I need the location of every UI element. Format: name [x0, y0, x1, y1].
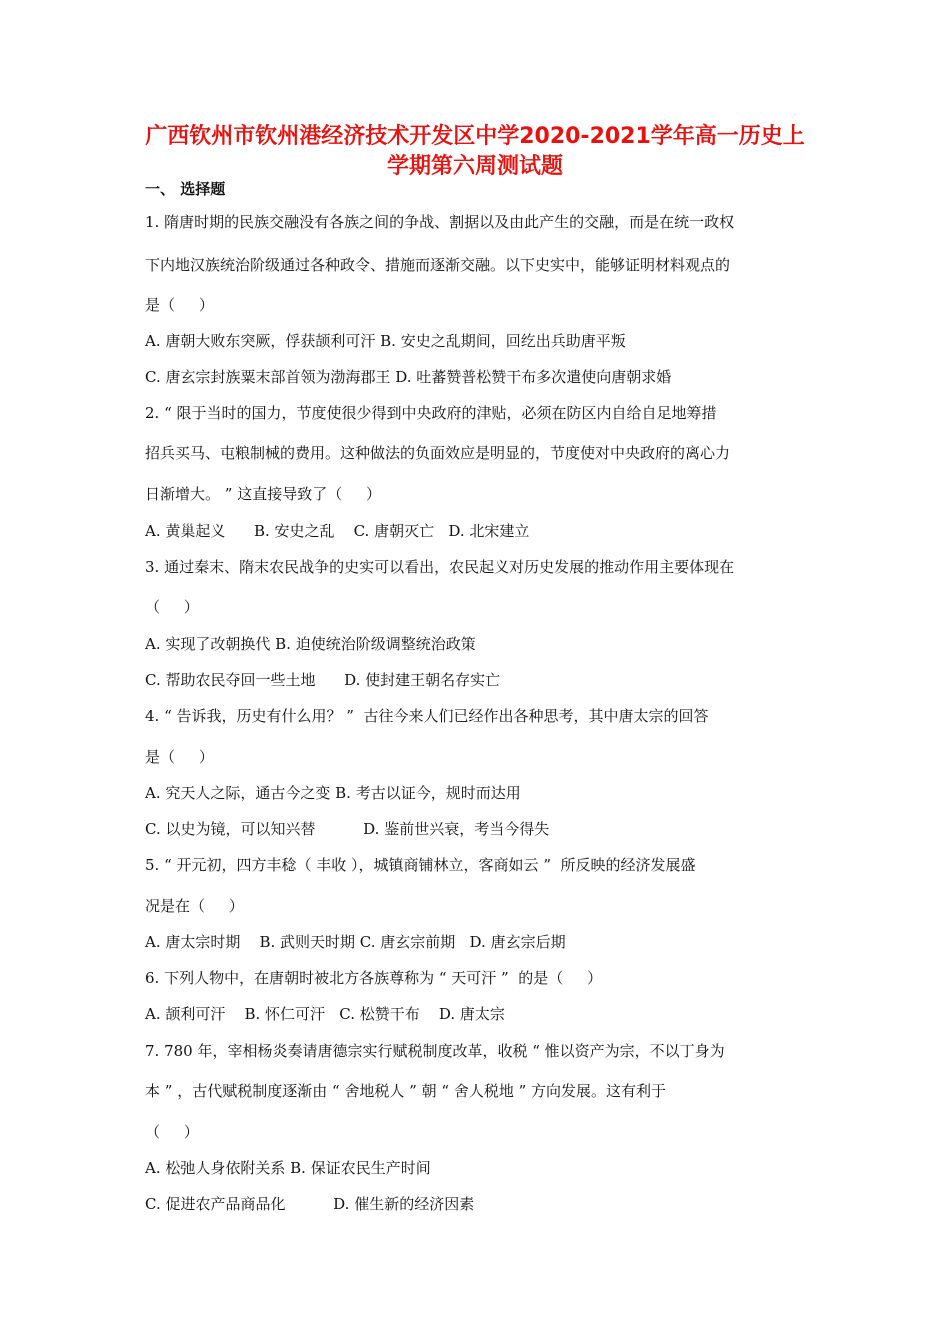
question-6-stem-line-1: 6. 下列人物中，在唐朝时被北方各族尊称为 “ 天可汗 ” 的是（ ） — [145, 969, 603, 987]
question-2-stem-line-3: 日渐增大。 ” 这直接导致了（ ） — [145, 485, 382, 503]
question-6-option-line-1: A. 颉利可汗 B. 怀仁可汗 C. 松赞干布 D. 唐太宗 — [145, 1005, 505, 1023]
question-5-stem-line-1: 5. “ 开元初，四方丰稔（ 丰收 ），城镇商铺林立，客商如云 ” 所反映的经济发展盛 — [145, 856, 696, 874]
question-2-stem-line-2: 招兵买马、屯粮制械的费用。这种做法的负面效应是明显的，节度使对中央政府的离心力 — [145, 444, 731, 462]
question-1-option-line-1: A. 唐朝大败东突厥，俘获颉利可汗 B. 安史之乱期间，回纥出兵助唐平叛 — [145, 332, 626, 350]
question-4-stem-line-1: 4. “ 告诉我，历史有什么用？ ” 古往今来人们已经作出各种思考，其中唐太宗的回答 — [145, 707, 709, 725]
question-1-stem-line-3: 是（ ） — [145, 296, 214, 314]
question-3-option-line-2: C. 帮助农民夺回一些土地 D. 使封建王朝名存实亡 — [145, 671, 501, 689]
question-3-stem-line-1: 3. 通过秦末、隋末农民战争的史实可以看出，农民起义对历史发展的推动作用主要体现在 — [145, 558, 735, 576]
question-5-option-line-1: A. 唐太宗时期 B. 武则天时期 C. 唐玄宗前期 D. 唐玄宗后期 — [145, 933, 566, 951]
question-2-stem-line-1: 2. “ 限于当时的国力，节度使很少得到中央政府的津贴，必须在防区内自给自足地筹措 — [145, 404, 717, 422]
question-4-option-line-1: A. 究天人之际，通古今之变 B. 考古以证今，规时而达用 — [145, 784, 521, 802]
question-4-option-line-2: C. 以史为镜，可以知兴替 D. 鉴前世兴衰，考当今得失 — [145, 820, 550, 838]
question-7-option-line-1: A. 松弛人身依附关系 B. 保证农民生产时间 — [145, 1159, 431, 1177]
question-4-stem-line-2: 是（ ） — [145, 748, 214, 766]
question-3-option-line-1: A. 实现了改朝换代 B. 迫使统治阶级调整统治政策 — [145, 635, 476, 653]
section-heading: 一、 选择题 — [145, 180, 226, 198]
question-5-stem-line-2: 况是在（ ） — [145, 897, 244, 915]
question-7-stem-line-3: （ ） — [145, 1123, 199, 1141]
question-7-option-line-2: C. 促进农产品商品化 D. 催生新的经济因素 — [145, 1195, 475, 1213]
question-1-stem-line-1: 1. 隋唐时期的民族交融没有各族之间的争战、割据以及由此产生的交融，而是在统一政权 — [145, 213, 735, 231]
document-title-line-1: 广西钦州市钦州港经济技术开发区中学2020-2021学年高一历史上 — [145, 124, 805, 149]
question-7-stem-line-2: 本 ” ，古代赋税制度逐渐由 “ 舍地税人 ” 朝 “ 舍人税地 ” 方向发展。这有利于 — [145, 1082, 667, 1100]
question-1-option-line-2: C. 唐玄宗封族粟末部首领为渤海郡王 D. 吐蕃赞普松赞干布多次遣使向唐朝求婚 — [145, 368, 672, 386]
document-title-line-2: 学期第六周测试题 — [386, 154, 563, 179]
question-1-stem-line-2: 下内地汉族统治阶级通过各种政令、措施而逐渐交融。以下史实中，能够证明材料观点的 — [145, 256, 731, 274]
question-3-stem-line-2: （ ） — [145, 598, 199, 616]
question-7-stem-line-1: 7. 780 年，宰相杨炎奏请唐德宗实行赋税制度改革，收税 “ 惟以资产为宗，不以丁身为 — [145, 1042, 725, 1060]
question-2-option-line-1: A. 黄巢起义 B. 安史之乱 C. 唐朝灭亡 D. 北宋建立 — [145, 522, 530, 540]
